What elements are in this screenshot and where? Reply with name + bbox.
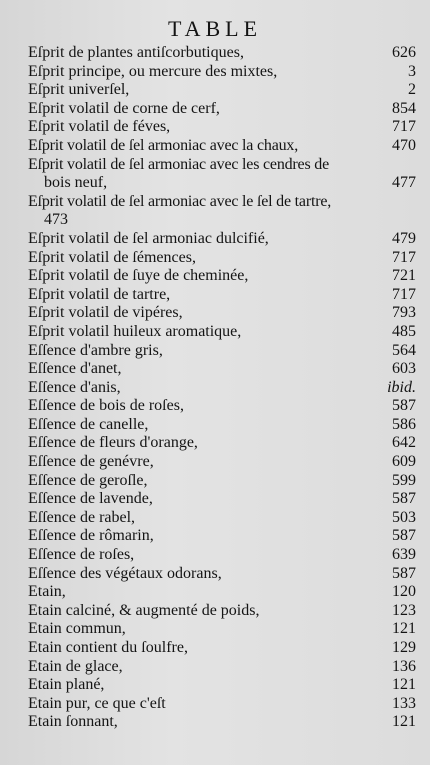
index-entry [28, 565, 416, 584]
entry-page: 123 [392, 601, 416, 619]
index-entry [28, 249, 416, 268]
index-entry [28, 583, 416, 602]
entry-page: 2 [408, 81, 416, 99]
entry-page: 642 [392, 434, 416, 452]
index-entry [28, 44, 416, 63]
entry-page: 503 [392, 508, 416, 526]
entry-label: Eſſence de roſes, [28, 546, 135, 564]
entry-page: 121 [392, 620, 416, 638]
entry-label: Eſſence de genévre, [28, 453, 154, 471]
entry-page: 586 [392, 415, 416, 433]
index-entry [28, 639, 416, 658]
entry-label: bois neuf, [44, 174, 108, 192]
entry-page: 120 [392, 583, 416, 601]
index-entry [28, 509, 416, 528]
entry-page: 477 [392, 174, 416, 192]
entry-page: 129 [392, 639, 416, 656]
index-entry [28, 490, 416, 509]
entry-page: 717 [392, 285, 416, 303]
entry-page: 717 [392, 248, 416, 266]
entry-page: 136 [392, 657, 416, 675]
entry-label: Eſprit volatil de vipéres, [28, 304, 183, 322]
entry-page: 587 [392, 564, 416, 582]
index-entry [28, 360, 416, 379]
entry-page: ibid. [387, 378, 416, 396]
index-entry [28, 453, 416, 472]
index-entry [28, 137, 416, 156]
entry-page: 721 [392, 267, 416, 285]
entry-label: 473 [44, 211, 68, 229]
entry-page: 479 [392, 229, 416, 247]
entry-page: 587 [392, 490, 416, 508]
index-entry [28, 379, 416, 398]
entry-label: Eſprit de plantes antiſcorbutiques, [28, 44, 244, 61]
index-entry [28, 286, 416, 305]
entry-page: 3 [408, 62, 416, 80]
index-entry [28, 304, 416, 323]
index-entry-continuation [28, 174, 416, 193]
entry-label: Eſprit volatil de tartre, [28, 285, 171, 303]
entry-label: Eſprit volatil de ſel armoniac dulcifié, [28, 229, 269, 247]
index-entry [28, 342, 416, 361]
index-entry [28, 323, 416, 342]
entry-label: Eſprit volatil de corne de cerf, [28, 99, 220, 117]
index-entry [28, 416, 416, 435]
entry-label: Eſprit volatil de ſel armoniac avec la chaux, [28, 136, 298, 154]
entry-label: Eſprit volatil huileux aromatique, [28, 322, 242, 340]
index-entry [28, 676, 416, 695]
entry-label: Eſprit volatil de ſuye de cheminée, [28, 267, 249, 285]
entry-label: Eſprit volatil de ſel armoniac avec les cendres de [28, 155, 329, 173]
entry-page: 793 [392, 304, 416, 322]
entry-page: 121 [392, 713, 416, 731]
index-entry [28, 230, 416, 249]
entry-page: 639 [392, 546, 416, 564]
entry-label: Eſſence d'anet, [28, 360, 122, 378]
index-entry [28, 695, 416, 714]
entry-page: 470 [392, 136, 416, 154]
entry-page: 717 [392, 118, 416, 136]
index-entry [28, 267, 416, 286]
index-entry [28, 100, 416, 119]
index-entry [28, 620, 416, 639]
entry-label: Eſſence de canelle, [28, 415, 149, 433]
index-entry [28, 658, 416, 677]
entry-label: Eſſence de rômarin, [28, 527, 154, 545]
index-entry [28, 63, 416, 82]
index-entry [28, 546, 416, 565]
entry-label: Eſprit univerſel, [28, 81, 130, 99]
index-entry [28, 527, 416, 546]
entry-label: Etain pur, ce que c'eſt [28, 694, 166, 712]
entry-label: Etain, [28, 583, 66, 601]
entry-label: Etain commun, [28, 620, 126, 638]
entry-page: 599 [392, 471, 416, 489]
index-entry [28, 156, 416, 175]
entry-label: Eſprit volatil de ſel armoniac avec le ſel de tartre, [28, 192, 332, 210]
entry-page: 485 [392, 322, 416, 340]
index-entry [28, 118, 416, 137]
index-entry [28, 602, 416, 621]
entry-page: 603 [392, 360, 416, 378]
index-entry [28, 713, 416, 732]
entry-label: Eſſence de bois de roſes, [28, 397, 184, 415]
index-entry [28, 434, 416, 453]
page-header: TABLE [167, 16, 263, 41]
entry-label: Etain contient du ſoulfre, [28, 639, 188, 656]
entry-label: Eſſence d'anis, [28, 378, 121, 396]
entry-label: Etain plané, [28, 676, 105, 694]
entry-page: 564 [392, 341, 416, 359]
entry-label: Eſſence de rabel, [28, 508, 136, 526]
index-entry [28, 81, 416, 100]
entry-page: 626 [392, 44, 416, 61]
index-entry [28, 397, 416, 416]
entry-label: Eſſence de fleurs d'orange, [28, 434, 198, 452]
entry-page: 121 [392, 676, 416, 694]
entry-label: Etain ſonnant, [28, 713, 118, 731]
entry-page: 587 [392, 527, 416, 545]
entry-page: 133 [392, 694, 416, 712]
entry-label: Eſſence de lavende, [28, 490, 153, 508]
entry-label: Eſſence des végétaux odorans, [28, 564, 222, 582]
entry-page: 609 [392, 453, 416, 471]
index-entry [28, 193, 416, 212]
entry-page: 854 [392, 99, 416, 117]
index-entries [28, 44, 416, 732]
entry-label: Etain calciné, & augmenté de poids, [28, 601, 260, 619]
entry-label: Eſprit volatil de ſémences, [28, 248, 196, 266]
entry-label: Eſprit principe, ou mercure des mixtes, [28, 62, 278, 80]
index-entry [28, 472, 416, 491]
entry-label: Eſſence d'ambre gris, [28, 341, 163, 359]
entry-label: Eſprit volatil de féves, [28, 118, 171, 136]
entry-label: Eſſence de geroſle, [28, 471, 148, 489]
entry-page: 587 [392, 397, 416, 415]
index-entry-continuation [28, 211, 416, 230]
entry-label: Etain de glace, [28, 657, 123, 675]
